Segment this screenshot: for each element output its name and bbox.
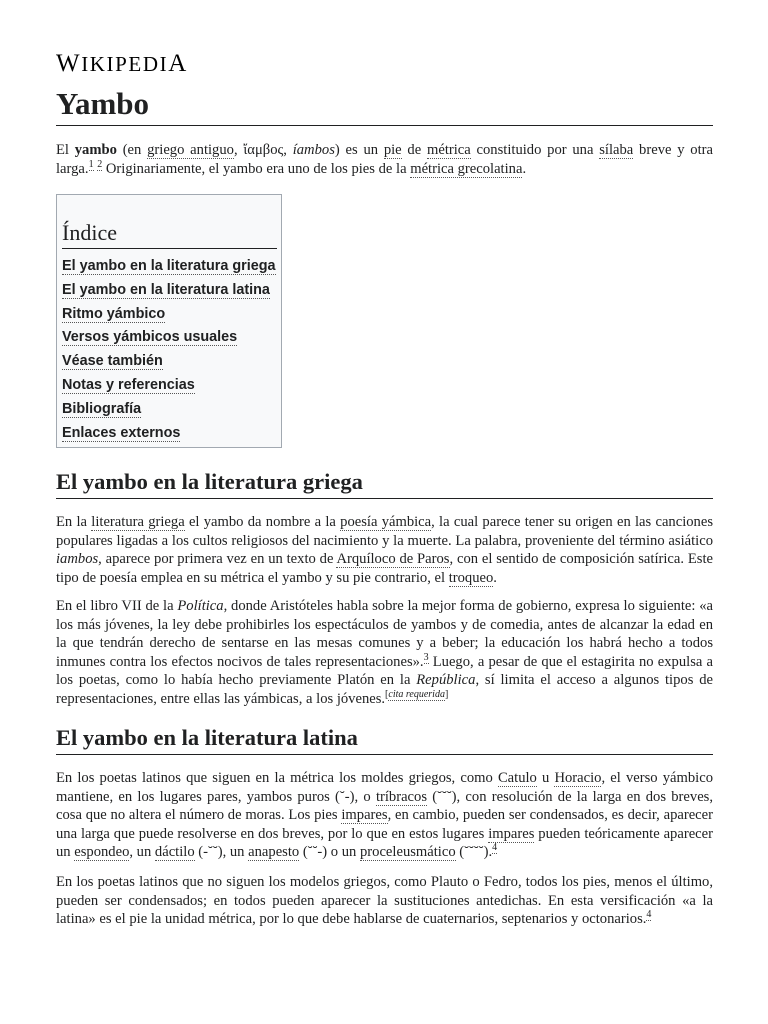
logo-final: A <box>168 50 188 77</box>
link-impares[interactable]: impares <box>488 825 535 842</box>
toc-list <box>62 255 277 445</box>
link-catulo[interactable]: Catulo <box>497 770 537 786</box>
link-espondeo[interactable]: espondeo <box>74 844 130 860</box>
toc-item[interactable]: Véase también <box>62 353 163 370</box>
cita-requerida-link[interactable]: cita requerida <box>388 688 445 700</box>
section-paragraph: En los poetas latinos que no siguen los modelos griegos, como Plauto o Fedro, todos los pies, menos el último, pueden ser condensados; en todos pueden aparecer la sustituciones antedichas. En esta versificación «a la latina» es el pie la unidad métrica, por lo que debe hablarse de cuaternarios, septenarios y octonarios.$^4$ <box>56 874 713 927</box>
link-dactilo[interactable]: dáctilo <box>154 844 195 860</box>
ref-4[interactable]: 4 <box>646 909 652 921</box>
toc-item[interactable]: Enlaces externos <box>62 424 181 441</box>
transliteration: íambos <box>292 142 335 158</box>
toc-item[interactable]: Ritmo yámbico <box>62 305 166 322</box>
link-impares[interactable]: impares <box>341 807 388 823</box>
section-heading-latina: El yambo en la literatura latina <box>56 723 713 755</box>
section-paragraph: En el libro VII de la Política, donde Aristóteles habla sobre la mejor forma de gobierno, expresa lo siguiente: «a los más jóvenes, la ley debe prohibirles los espectáculos de yambos y de comedia, antes de alcanzar la edad en la que tendrán derecho de sentarse en las mesas comunes y a beber; la educación los habrá hecho a todos inmunes contra los efectos nocivos de tales representaciones».$^3$ Luego, a pesar de que el estagirita no expulsa a los poetas, como lo había hecho previamente Platón en la República, sí limita el acceso a algunos tipos de representaciones, entre ellas las yámbicas, a los jóvenes.[cita requerida] <box>56 598 714 707</box>
table-of-contents <box>56 194 282 448</box>
ref-3[interactable]: 3 <box>423 651 429 663</box>
link-griego-antiguo[interactable]: griego antiguo <box>147 142 234 158</box>
ref-4[interactable]: 4 <box>492 842 498 854</box>
toc-item[interactable]: El yambo en la literatura latina <box>62 281 270 298</box>
link-metrica-grecolatina[interactable]: métrica grecolatina <box>410 160 523 177</box>
logo-initial: W <box>56 50 82 77</box>
term-bold: yambo <box>74 142 117 158</box>
toc-item[interactable]: Notas y referencias <box>62 376 195 393</box>
section-heading-griega: El yambo en la literatura griega <box>56 467 713 499</box>
toc-item[interactable]: Bibliografía <box>62 400 142 417</box>
link-anapesto[interactable]: anapesto <box>248 844 300 860</box>
link-poesia-yambica[interactable]: poesía yámbica <box>340 514 432 530</box>
toc-item[interactable]: El yambo en la literatura griega <box>62 258 276 274</box>
link-metrica[interactable]: métrica <box>426 142 471 158</box>
link-troqueo[interactable]: troqueo <box>448 569 494 586</box>
link-arquiloco[interactable]: Arquíloco de Paros <box>336 551 450 567</box>
section-paragraph: En los poetas latinos que siguen en la métrica los moldes griegos, como Catulo u Horacio, el verso yámbico mantiene, en los lugares pares, yambos puros (˘-), o tríbracos (˘˘˘), con resolución de la larga en dos breves, cosa que no altera el número de moras. Los pies impares, en cambio, pueden ser condensados, es decir, aparecer una larga que puede resolverse en dos breves, por lo que en estos lugares impares pueden teóricamente aparecer un espondeo, un dáctilo (-˘˘), un anapesto (˘˘-) o un proceleusmático (˘˘˘˘).$^4$ <box>56 770 713 860</box>
wikipedia-logo[interactable] <box>56 50 188 78</box>
toc-item[interactable]: Versos yámbicos usuales <box>62 329 238 346</box>
link-literatura-griega[interactable]: literatura griega <box>91 514 185 530</box>
toc-heading: Índice <box>62 219 277 249</box>
ref-2[interactable]: 2 <box>97 158 103 170</box>
ref-1[interactable]: 1 <box>88 158 94 170</box>
link-pie[interactable]: pie <box>383 142 402 158</box>
link-tribracos[interactable]: tríbracos <box>375 788 427 805</box>
logo-middle: IKIPEDI <box>81 52 169 76</box>
section-paragraph: En la literatura griega el yambo da nombre a la poesía yámbica, la cual parece tener su origen en las canciones populares ligadas a los cultos religiosos del nacimiento y la muerte. La palabra, proveniente del término asiático iambos, aparece por primera vez en un texto de Arquíloco de Paros, con el sentido de composición satírica. Este tipo de poesía emplea en su métrica el yambo y su pie contrario, el troqueo. <box>56 514 714 586</box>
intro-paragraph: El yambo (en griego antiguo, ἴαμβος, íambos) es un pie de métrica constituido por una sílaba breve y otra larga.$^1$ $^2$ Originariamente, el yambo era uno de los pies de la métrica grecolatina. <box>56 142 713 177</box>
citation-needed: [cita requerida] <box>385 688 449 700</box>
link-silaba[interactable]: sílaba <box>599 142 634 158</box>
greek-word: ἴαμβος <box>243 142 284 158</box>
link-proceleusmatico[interactable]: proceleusmático <box>360 844 456 860</box>
page-title: Yambo <box>56 84 713 126</box>
link-horacio[interactable]: Horacio <box>554 770 602 786</box>
